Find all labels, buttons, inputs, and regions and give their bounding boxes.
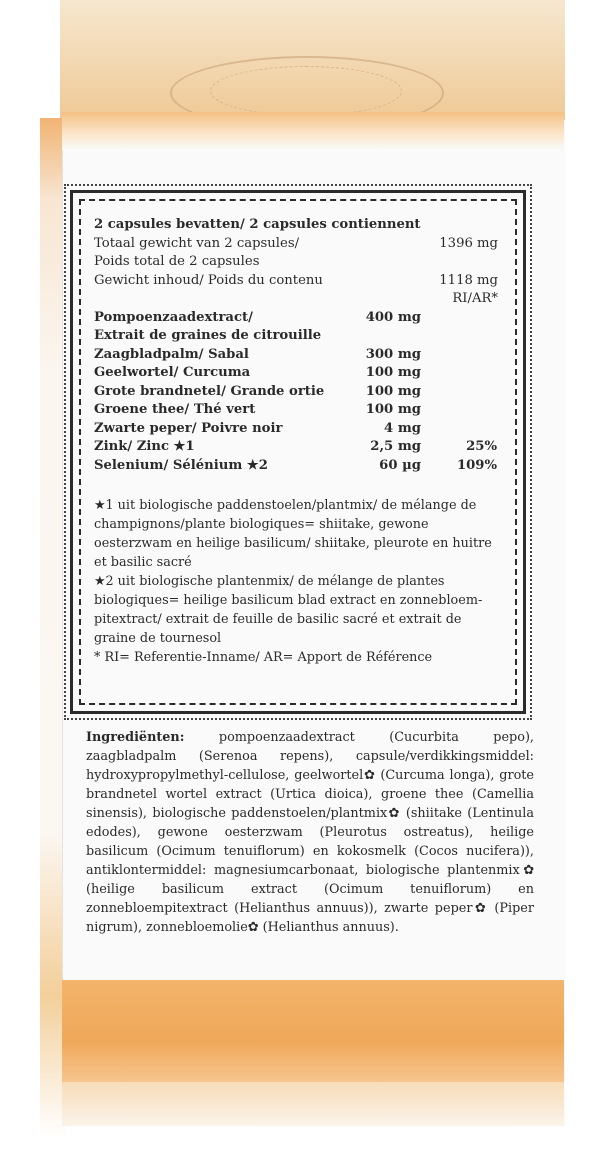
emblem-decoration-inner (210, 66, 402, 116)
table-row: Totaal gewicht van 2 capsules/ 1396 mg (94, 235, 498, 251)
footnote-2: ★2 uit biologische plantenmix/ de mélange de plantes biologiques= heilige basilicum blad extract en zonnebloem-pitextract/ extrait de feuille de basilic sacré et extrait de graine de tournesol (94, 574, 483, 646)
table-row: Geelwortel/ Curcuma 100 mg (94, 365, 421, 380)
bottom-orange-band (62, 980, 564, 1082)
ingredients-text: pompoenzaadextract (Cucurbita pepo), zaagbladpalm (Serenoa repens), capsule/verdikkingsmiddel: hydroxypropylmethyl-cellulose, geelwortel✿ (Curcuma longa), grote brandnetel wortel extract (Urtica dioica), groene thee (Camellia sinensis), biologische paddenstoelen/plantmix✿ (shiitake (Lentinula edodes), gewone oesterzwam (Pleurotus ostreatus), heilige basilicum (Ocimum tenuiflorum) en kokosmelk (Cocos nucifera)), antiklontermiddel: magnesiumcarbonaat, biologische plantenmix✿ (heilige basilicum extract (Ocimum tenuiflorum) en zonnebloempitextract (Helianthus annuus)), zwarte peper✿ (Piper nigrum), zonnebloemolie✿ (Helianthus annuus). (86, 730, 535, 935)
footnotes (94, 496, 504, 667)
table-row: Zaagbladpalm/ Sabal 300 mg (94, 346, 421, 362)
footnote-ri: * RI= Referentie-Inname/ AR= Apport de Référence (94, 650, 433, 665)
table-row: Pompoenzaadextract/ 400 mg (94, 309, 421, 325)
top-color-ribbon (62, 112, 564, 150)
ri-header-row (94, 290, 498, 309)
table-row: Zink/ Zinc ★1 2,5 mg 25% (94, 439, 497, 454)
table-row: Extrait de graines de citrouille (94, 328, 322, 343)
ingredients-block (86, 728, 534, 937)
table-row: Selenium/ Sélénium ★2 60 µg 109% (94, 457, 497, 473)
table-row: Zwarte peper/ Poivre noir 4 mg (94, 420, 421, 436)
package-top-flap (60, 0, 565, 120)
bottom-fade (62, 1082, 564, 1126)
nutrition-table (94, 216, 498, 475)
table-row: Gewicht inhoud/ Poids du contenu 1118 mg (94, 272, 498, 288)
table-row: Grote brandnetel/ Grande ortie 100 mg (94, 383, 421, 399)
table-header: 2 capsules bevatten/ 2 capsules contiennent (94, 217, 421, 232)
table-row: Poids total de 2 capsules (94, 254, 260, 269)
footnote-1: ★1 uit biologische paddenstoelen/plantmix/ de mélange de champignons/plante biologiques= shiitake, gewone oesterzwam en heilige basilicum/ shiitake, pleurote en huitre et basilic sacré (94, 498, 492, 570)
ri-header: RI/AR* (452, 291, 498, 306)
table-row: Groene thee/ Thé vert 100 mg (94, 402, 421, 417)
ingredients-label: Ingrediënten: (86, 730, 185, 745)
